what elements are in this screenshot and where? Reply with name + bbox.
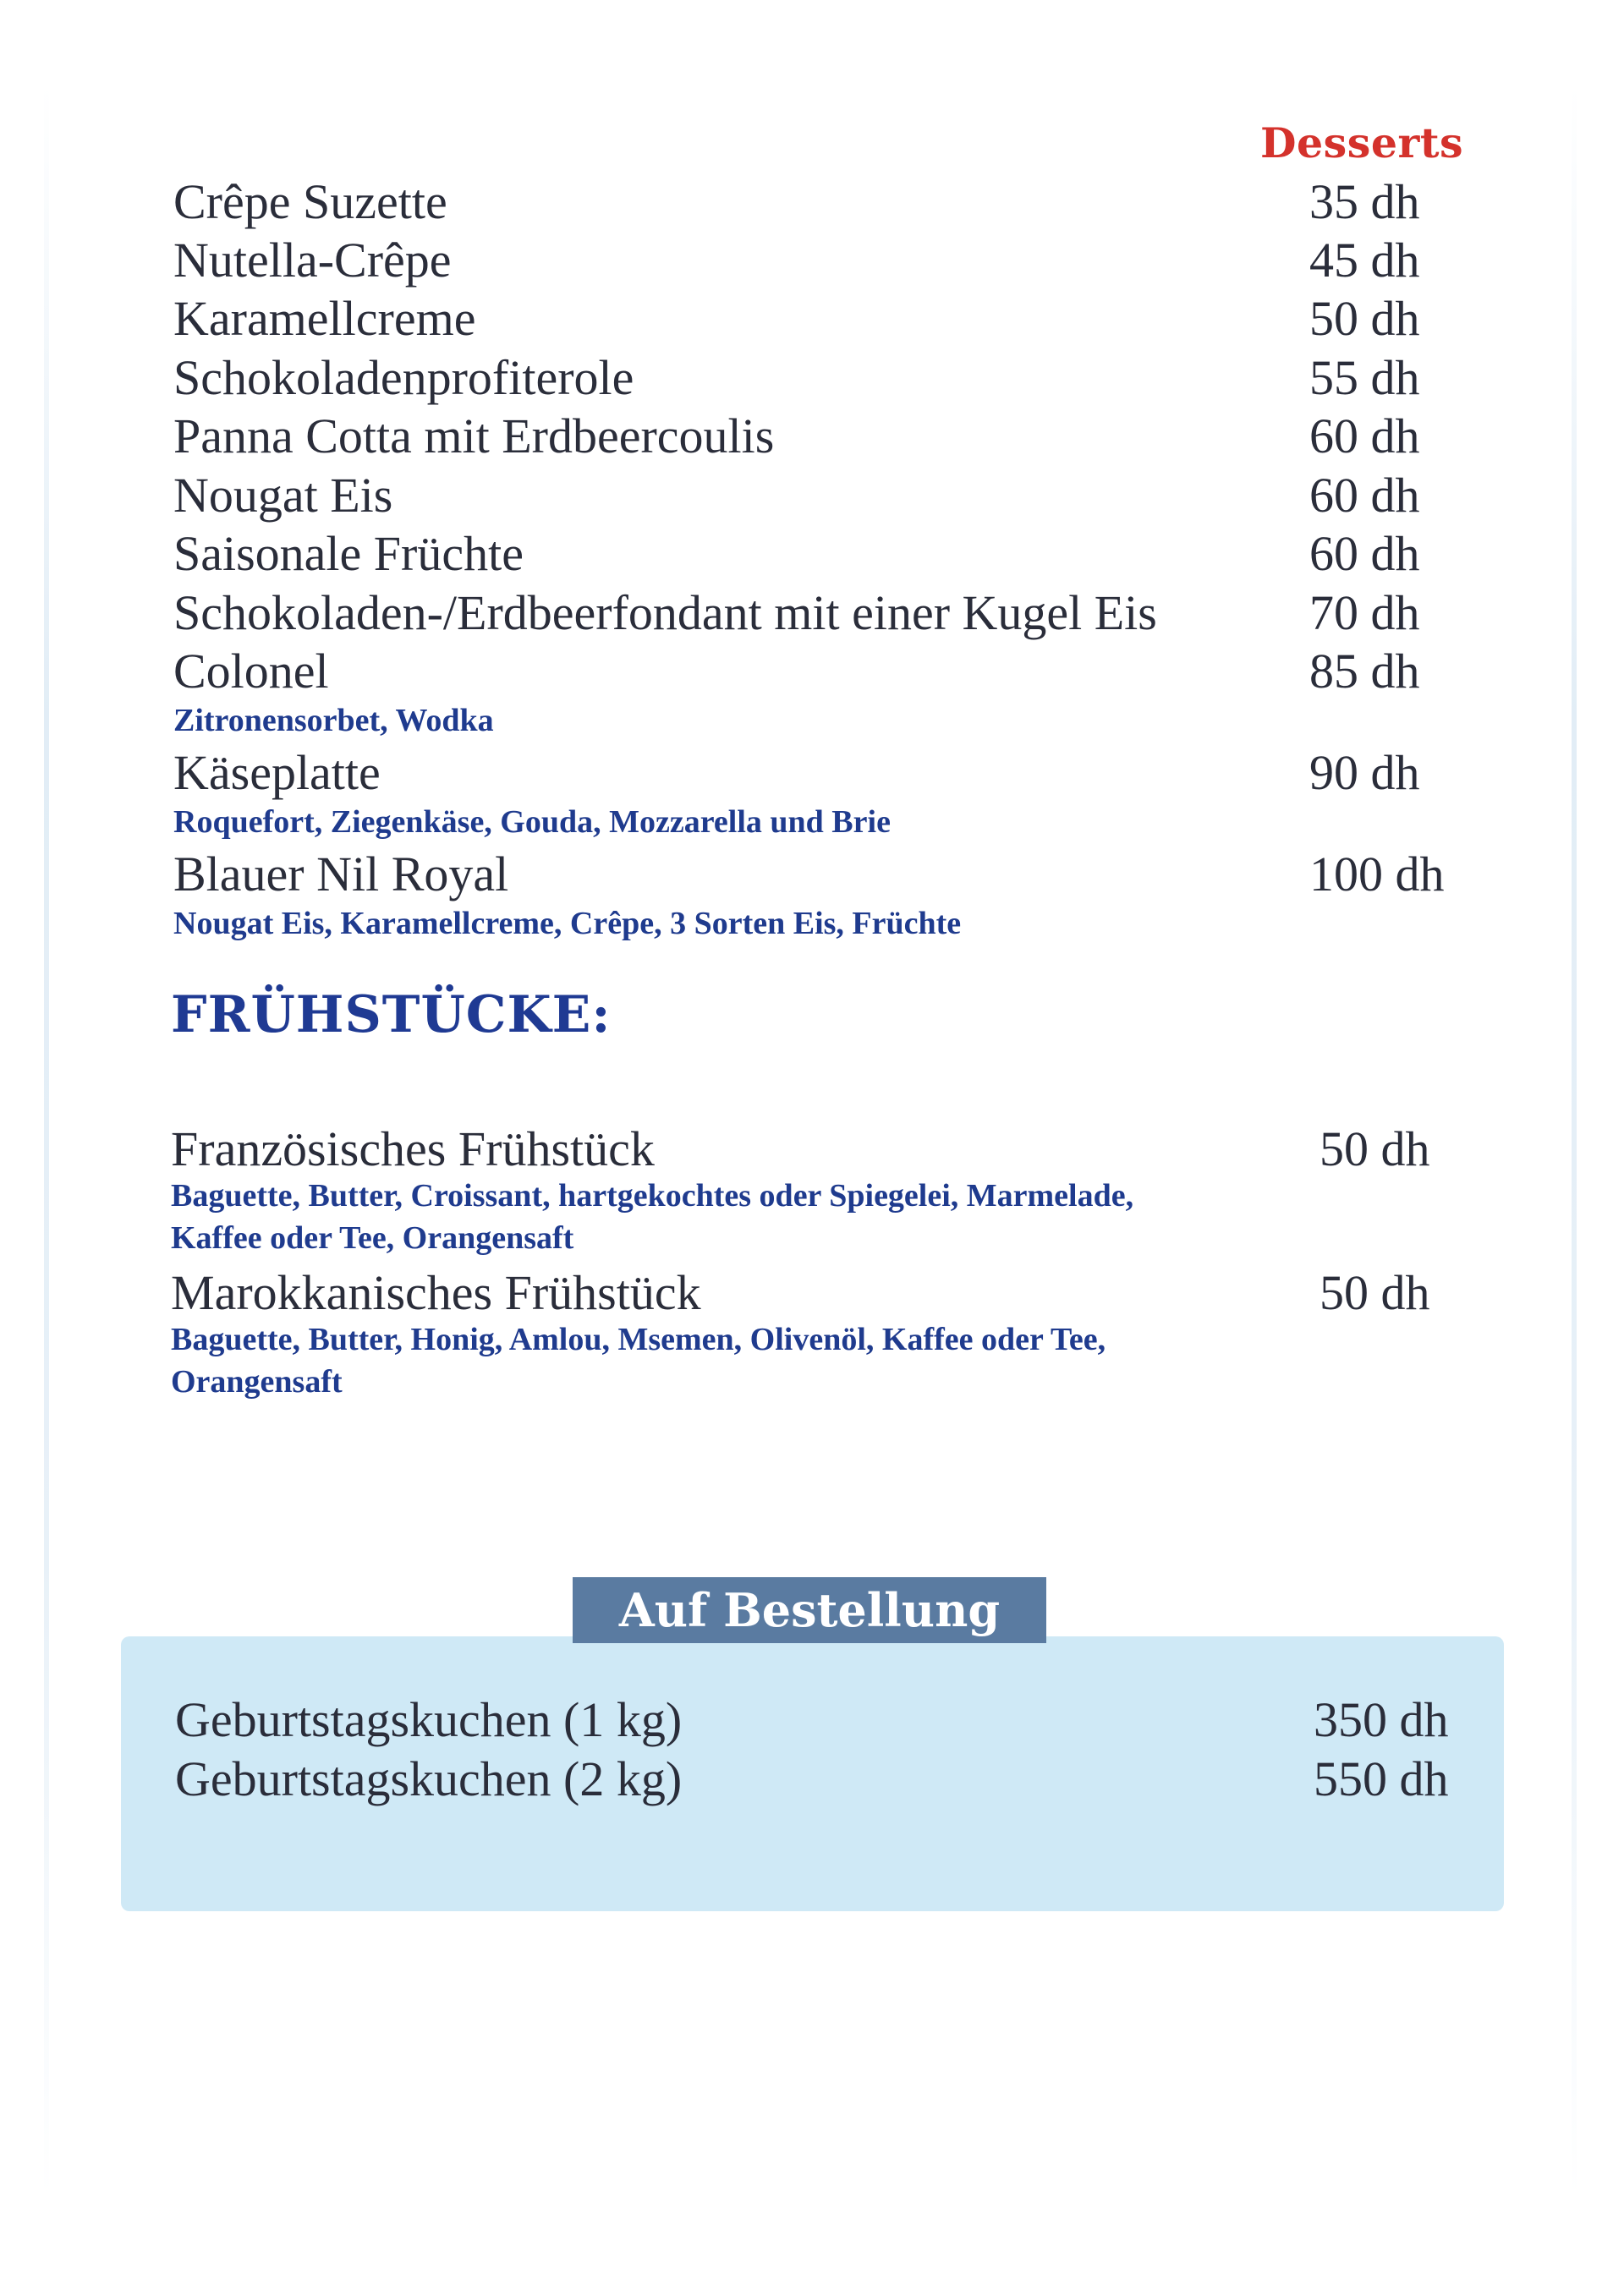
dessert-item-description: Roquefort, Ziegenkäse, Gouda, Mozzarella und Brie	[173, 804, 891, 840]
dessert-item-name: Schokoladenprofiterole	[173, 350, 634, 405]
dessert-item-price: 55 dh	[1309, 350, 1420, 405]
dessert-item-name: Schokoladen-/Erdbeerfondant mit einer Kugel Eis	[173, 585, 1157, 640]
on-order-item-name: Geburtstagskuchen (1 kg)	[175, 1692, 683, 1747]
dessert-item-name: Blauer Nil Royal	[173, 847, 509, 901]
dessert-item-price: 60 dh	[1309, 468, 1420, 523]
dessert-item-name: Panna Cotta mit Erdbeercoulis	[173, 408, 775, 463]
dessert-item-price: 90 dh	[1309, 745, 1420, 800]
dessert-item-price: 100 dh	[1309, 847, 1445, 901]
on-order-item-price: 550 dh	[1314, 1751, 1449, 1806]
breakfast-item-name: Marokkanisches Frühstück	[171, 1265, 701, 1320]
dessert-item-name: Crêpe Suzette	[173, 174, 447, 229]
dessert-item-price: 85 dh	[1309, 644, 1420, 699]
on-order-item-name: Geburtstagskuchen (2 kg)	[175, 1751, 683, 1806]
dessert-item-name: Karamellcreme	[173, 291, 476, 346]
scan-edge-left	[44, 85, 49, 2199]
dessert-item-price: 60 dh	[1309, 526, 1420, 581]
breakfast-item-description: Orangensaft	[171, 1364, 343, 1400]
breakfast-item-description: Kaffee oder Tee, Orangensaft	[171, 1220, 574, 1256]
breakfast-item-price: 50 dh	[1320, 1121, 1430, 1176]
dessert-item-name: Nougat Eis	[173, 468, 393, 523]
desserts-heading: Desserts	[1260, 118, 1464, 167]
dessert-item-price: 35 dh	[1309, 174, 1420, 229]
dessert-item-price: 45 dh	[1309, 233, 1420, 288]
breakfast-item-name: Französisches Frühstück	[171, 1121, 655, 1176]
dessert-item-price: 50 dh	[1309, 291, 1420, 346]
on-order-item-price: 350 dh	[1314, 1692, 1449, 1747]
dessert-item-price: 70 dh	[1309, 585, 1420, 640]
dessert-item-name: Saisonale Früchte	[173, 526, 524, 581]
scan-edge-right	[1572, 85, 1577, 2199]
breakfast-item-price: 50 dh	[1320, 1265, 1430, 1320]
dessert-item-description: Zitronensorbet, Wodka	[173, 703, 494, 738]
on-order-label: Auf Bestellung	[573, 1577, 1046, 1643]
dessert-item-price: 60 dh	[1309, 408, 1420, 463]
dessert-item-name: Käseplatte	[173, 745, 381, 800]
breakfast-item-description: Baguette, Butter, Honig, Amlou, Msemen, Olivenöl, Kaffee oder Tee,	[171, 1322, 1106, 1357]
dessert-item-name: Colonel	[173, 644, 329, 699]
breakfast-item-description: Baguette, Butter, Croissant, hartgekochtes oder Spiegelei, Marmelade,	[171, 1178, 1134, 1214]
breakfast-heading: FRÜHSTÜCKE:	[171, 985, 612, 1044]
dessert-item-description: Nougat Eis, Karamellcreme, Crêpe, 3 Sorten Eis, Früchte	[173, 906, 962, 941]
dessert-item-name: Nutella-Crêpe	[173, 233, 452, 288]
